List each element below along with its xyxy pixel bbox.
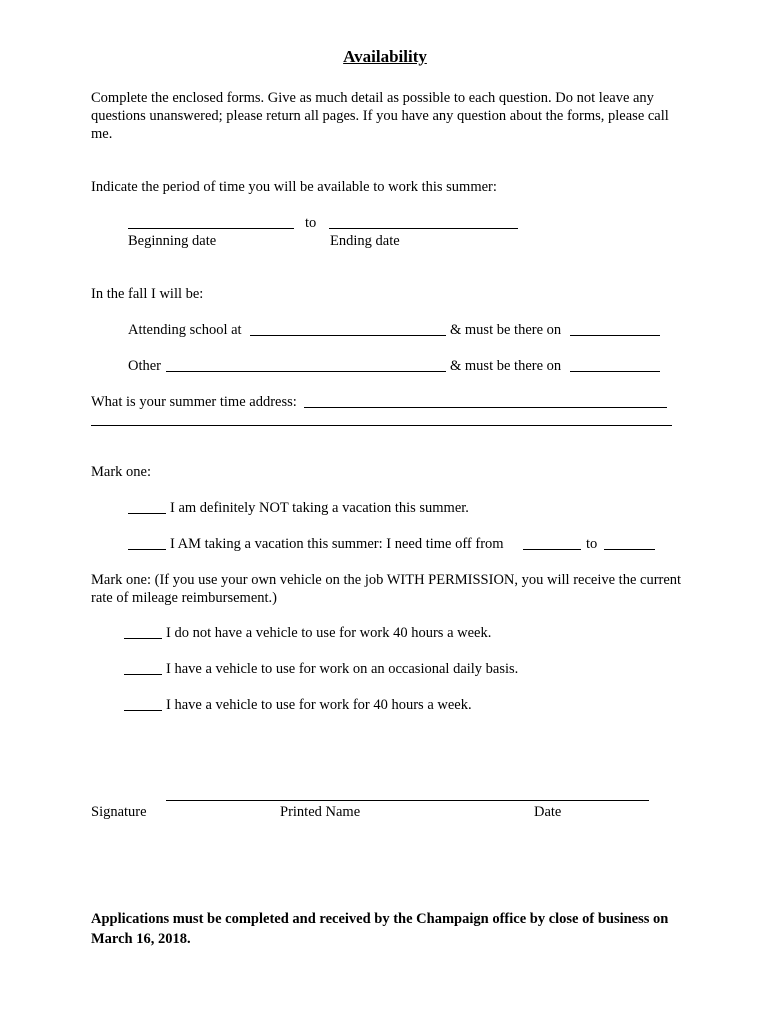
vehicle-none-checkbox[interactable] [124, 625, 162, 639]
printed-name-label: Printed Name [280, 804, 361, 820]
vehicle-none-label: I do not have a vehicle to use for work 40 hours a week. [166, 625, 492, 641]
vacation-yes-label: I AM taking a vacation this summer: I need time off from [170, 536, 504, 552]
vacation-from-date-field[interactable] [523, 536, 581, 550]
vacation-to-date-field[interactable] [604, 536, 655, 550]
vacation-to-label: to [586, 536, 598, 552]
vacation-no-label: I am definitely NOT taking a vacation this summer. [170, 500, 469, 516]
address-field-line-2[interactable] [91, 412, 672, 426]
attending-school-label: Attending school at [128, 322, 242, 338]
address-question: What is your summer time address: [91, 394, 297, 410]
other-field[interactable] [166, 358, 446, 372]
vehicle-mark-one-text: Mark one: (If you use your own vehicle on the job WITH PERMISSION, you will receive the current rate of mileage reimbursement.) [91, 572, 682, 606]
signature-line[interactable] [166, 800, 649, 801]
date-label: Date [534, 804, 562, 820]
vacation-yes-checkbox[interactable] [128, 536, 166, 550]
other-label: Other [128, 358, 162, 374]
vacation-no-checkbox[interactable] [128, 500, 166, 514]
vehicle-occasional-label: I have a vehicle to use for work on an occasional daily basis. [166, 661, 519, 677]
school-start-date-field[interactable] [570, 322, 660, 336]
intro-paragraph: Complete the enclosed forms. Give as much detail as possible to each question. Do not leave any questions unanswered; please return all pages. If you have any question about the forms, please call me. [91, 90, 669, 142]
ending-date-label: Ending date [330, 233, 400, 249]
fall-question: In the fall I will be: [91, 286, 204, 302]
vacation-mark-one-label: Mark one: [91, 464, 151, 480]
page-title: Availability [343, 47, 427, 66]
beginning-date-label: Beginning date [128, 233, 217, 249]
ending-date-field[interactable] [329, 215, 518, 229]
period-question: Indicate the period of time you will be available to work this summer: [91, 179, 497, 195]
beginning-date-field[interactable] [128, 215, 294, 229]
other-start-date-field[interactable] [570, 358, 660, 372]
other-must-be-there-label: & must be there on [450, 358, 562, 374]
address-field-line-1[interactable] [304, 394, 667, 408]
to-label: to [305, 215, 317, 231]
school-name-field[interactable] [250, 322, 446, 336]
signature-label: Signature [91, 804, 147, 820]
must-be-there-label: & must be there on [450, 322, 562, 338]
vehicle-occasional-checkbox[interactable] [124, 661, 162, 675]
vehicle-full-label: I have a vehicle to use for work for 40 hours a week. [166, 697, 472, 713]
vehicle-full-checkbox[interactable] [124, 697, 162, 711]
deadline-notice: Applications must be completed and received by the Champaign office by close of business on March 16, 2018. [91, 911, 669, 947]
